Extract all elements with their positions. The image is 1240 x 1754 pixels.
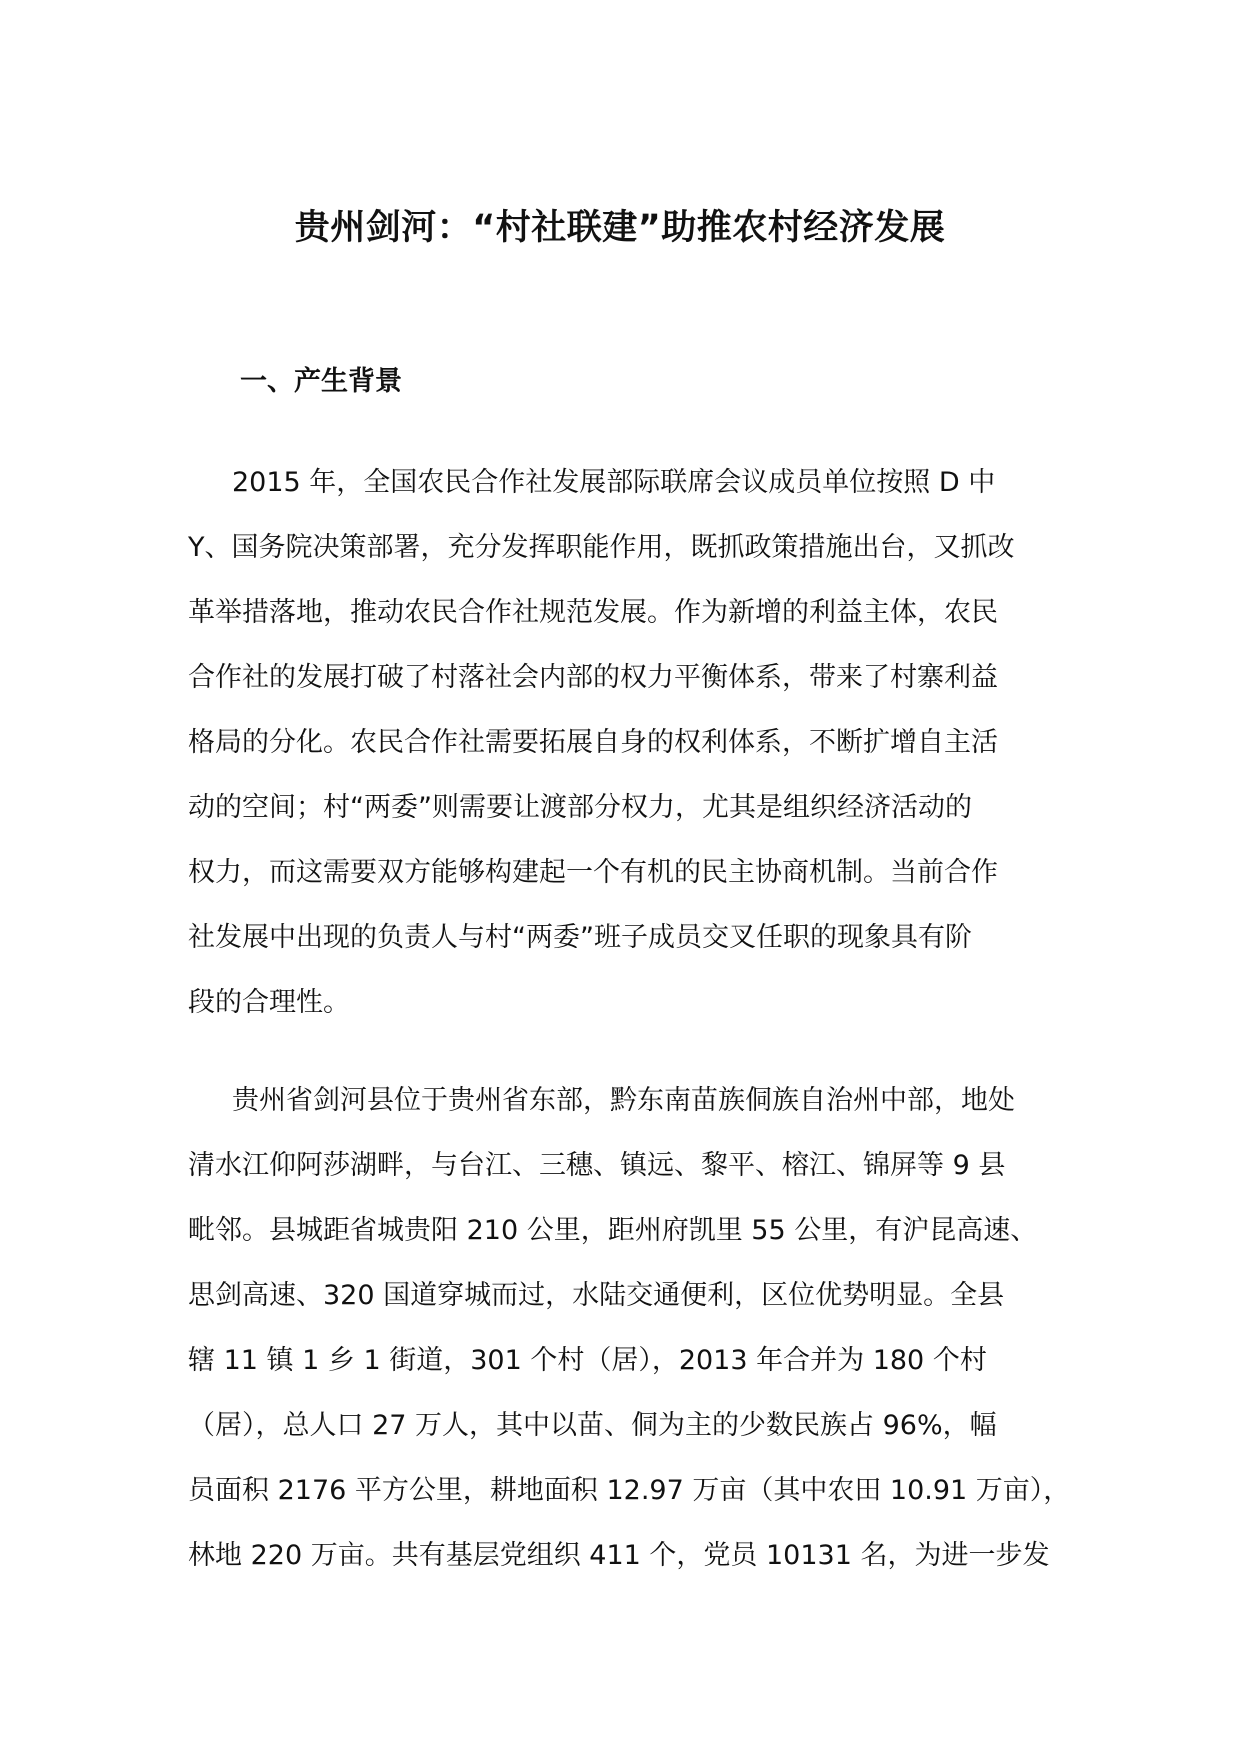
paragraph-line: 清水江仰阿莎湖畔，与台江、三穗、镇远、黎平、榕江、锦屏等 9 县 [188,1150,1006,1181]
document-title: 贵州剑河：“村社联建”助推农村经济发展 [294,208,946,248]
paragraph-county-profile [188,1068,1070,1588]
paragraph-line: 社发展中出现的负责人与村“两委”班子成员交叉任职的现象具有阶 [188,922,972,953]
paragraph-background-policy [188,450,1015,1035]
paragraph-line: （居），总人口 27 万人，其中以苗、侗为主的少数民族占 96%，幅 [188,1410,997,1441]
paragraph-line: 贵州省剑河县位于贵州省东部，黔东南苗族侗族自治州中部，地处 [232,1085,1015,1116]
paragraph-line: 毗邻。县城距省城贵阳 210 公里，距州府凯里 55 公里，有沪昆高速、 [188,1215,1038,1246]
paragraph-line: 辖 11 镇 1 乡 1 街道，301 个村（居），2013 年合并为 180 个村 [188,1345,987,1376]
paragraph-line: 员面积 2176 平方公里，耕地面积 12.97 万亩（其中农田 10.91 万亩）， [188,1475,1071,1506]
paragraph-line: 段的合理性。 [188,987,350,1018]
section-heading: 一、产生背景 [240,366,402,397]
paragraph-line: 权力，而这需要双方能够构建起一个有机的民主协商机制。当前合作 [188,857,998,888]
paragraph-line: 林地 220 万亩。共有基层党组织 411 个，党员 10131 名，为进一步发 [188,1540,1050,1571]
paragraph-line: 思剑高速、320 国道穿城而过，水陆交通便利，区位优势明显。全县 [188,1280,1005,1311]
paragraph-line: Y、国务院决策部署，充分发挥职能作用，既抓政策措施出台，又抓改 [188,532,1015,563]
paragraph-line: 革举措落地，推动农民合作社规范发展。作为新增的利益主体，农民 [188,597,998,628]
paragraph-line: 格局的分化。农民合作社需要拓展自身的权利体系，不断扩增自主活 [188,727,998,758]
paragraph-line: 合作社的发展打破了村落社会内部的权力平衡体系，带来了村寨利益 [188,662,998,693]
paragraph-line: 2015 年，全国农民合作社发展部际联席会议成员单位按照 D 中 [232,467,996,498]
paragraph-line: 动的空间；村“两委”则需要让渡部分权力，尤其是组织经济活动的 [188,792,972,823]
